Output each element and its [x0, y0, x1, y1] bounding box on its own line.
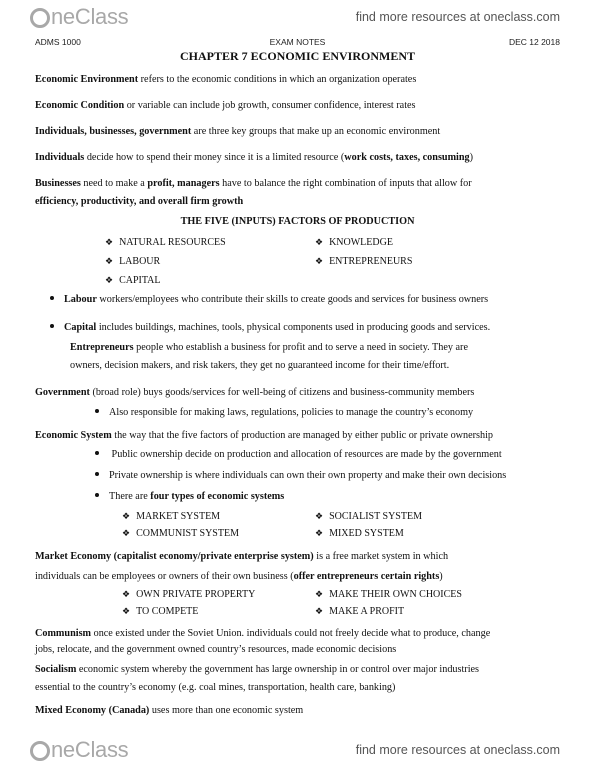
government-definition: Government (broad role) buys goods/services for well-being of citizens and business-community members — [35, 387, 475, 398]
diamond-bullet-icon: ❖ — [122, 512, 131, 522]
socialism-line2: essential to the country’s economy (e.g. coal mines, transportation, health care, banking) — [35, 682, 396, 693]
system-type: ❖ MIXED SYSTEM — [315, 528, 404, 539]
factors-heading: THE FIVE (INPUTS) FACTORS OF PRODUCTION — [180, 216, 415, 227]
economic-condition-definition: Economic Condition or variable can include job growth, consumer confidence, interest rates — [35, 100, 416, 111]
diamond-bullet-icon: ❖ — [315, 590, 324, 600]
government-bullet: Also responsible for making laws, regulations, policies to manage the country’s economy — [95, 407, 473, 418]
system-bullet: There are four types of economic systems — [95, 491, 284, 502]
bullet-dot-icon — [95, 493, 99, 497]
market-right: ❖ MAKE THEIR OWN CHOICES — [315, 589, 462, 600]
logo-text: neClass — [51, 4, 129, 29]
oneclass-logo-footer — [30, 737, 128, 763]
system-bullet: Public ownership decide on production and allocation of resources are made by the government — [95, 449, 502, 460]
socialism-definition: Socialism economic system whereby the government has large ownership in or control over major industries — [35, 664, 480, 675]
diamond-bullet-icon: ❖ — [315, 257, 324, 267]
system-type: ❖ COMMUNIST SYSTEM — [122, 528, 239, 539]
oneclass-logo — [30, 4, 128, 30]
labour-note: Labour workers/employees who contribute their skills to create goods and services for business owners — [50, 294, 488, 305]
doc-date: DEC 12 2018 — [508, 37, 560, 47]
market-economy-definition: Market Economy (capitalist economy/private enterprise system) is a free market system in which — [35, 551, 449, 562]
diamond-bullet-icon: ❖ — [315, 607, 324, 617]
diamond-bullet-icon: ❖ — [122, 590, 131, 600]
market-right: ❖ MAKE A PROFIT — [315, 606, 405, 617]
logo-o-icon — [30, 741, 50, 761]
capital-note: Capital includes buildings, machines, tools, physical components used in producing goods and services. — [50, 322, 490, 333]
diamond-bullet-icon: ❖ — [315, 238, 324, 248]
resources-tagline[interactable]: find more resources at oneclass.com — [355, 10, 560, 24]
system-bullet: Private ownership is where individuals can own their own property and make their own decisions — [95, 470, 506, 481]
diamond-bullet-icon: ❖ — [105, 257, 114, 267]
diamond-bullet-icon: ❖ — [122, 607, 131, 617]
doc-type: EXAM NOTES — [269, 37, 326, 47]
market-right: ❖ TO COMPETE — [122, 606, 199, 617]
diamond-bullet-icon: ❖ — [105, 276, 114, 286]
entrepreneurs-note-line2: owners, decision makers, and risk takers, they get no guaranteed income for their time/effort. — [70, 360, 450, 371]
bullet-dot-icon — [50, 324, 54, 328]
diamond-bullet-icon: ❖ — [315, 512, 324, 522]
system-type: ❖ SOCIALIST SYSTEM — [315, 511, 422, 522]
bullet-dot-icon — [95, 472, 99, 476]
bullet-dot-icon — [50, 296, 54, 300]
logo-o-icon — [30, 8, 50, 28]
factor-item: ❖ ENTREPRENEURS — [315, 256, 413, 267]
mixed-economy-definition: Mixed Economy (Canada) uses more than one economic system — [35, 705, 304, 716]
market-economy-line2: individuals can be employees or owners of their own business (offer entrepreneurs certain rights) — [35, 571, 443, 582]
economic-environment-definition: Economic Environment refers to the economic conditions in which an organization operates — [35, 74, 417, 85]
factor-item: ❖ NATURAL RESOURCES — [105, 237, 226, 248]
economic-system-definition: Economic System the way that the five factors of production are managed by either public or private ownership — [35, 430, 494, 441]
individuals-definition: Individuals decide how to spend their money since it is a limited resource (work costs, taxes, consuming) — [35, 152, 474, 163]
market-right: ❖ OWN PRIVATE PROPERTY — [122, 589, 256, 600]
communism-line2: jobs, relocate, and the government owned country’s resources, made economic decisions — [35, 644, 397, 655]
page-title: CHAPTER 7 ECONOMIC ENVIRONMENT — [179, 49, 415, 63]
businesses-definition: Businesses need to make a profit, managers have to balance the right combination of inputs that allow for — [35, 178, 472, 189]
diamond-bullet-icon: ❖ — [315, 529, 324, 539]
factor-item: ❖ KNOWLEDGE — [315, 237, 393, 248]
resources-tagline-footer[interactable]: find more resources at oneclass.com — [355, 743, 560, 757]
key-groups-definition: Individuals, businesses, government are three key groups that make up an economic environment — [35, 126, 441, 137]
course-code: ADMS 1000 — [35, 37, 81, 47]
system-type: ❖ MARKET SYSTEM — [122, 511, 221, 522]
diamond-bullet-icon: ❖ — [122, 529, 131, 539]
businesses-definition-line2: efficiency, productivity, and overall firm growth — [35, 196, 244, 207]
factor-item: ❖ CAPITAL — [105, 275, 161, 286]
factor-item: ❖ LABOUR — [105, 256, 161, 267]
bullet-dot-icon — [95, 409, 99, 413]
entrepreneurs-note: Entrepreneurs people who establish a business for profit and to serve a need in society. They are — [70, 342, 468, 353]
logo-text: neClass — [51, 737, 129, 762]
communism-definition: Communism once existed under the Soviet Union. individuals could not freely decide what to produce, change — [35, 628, 491, 639]
bullet-dot-icon — [95, 451, 99, 455]
diamond-bullet-icon: ❖ — [105, 238, 114, 248]
